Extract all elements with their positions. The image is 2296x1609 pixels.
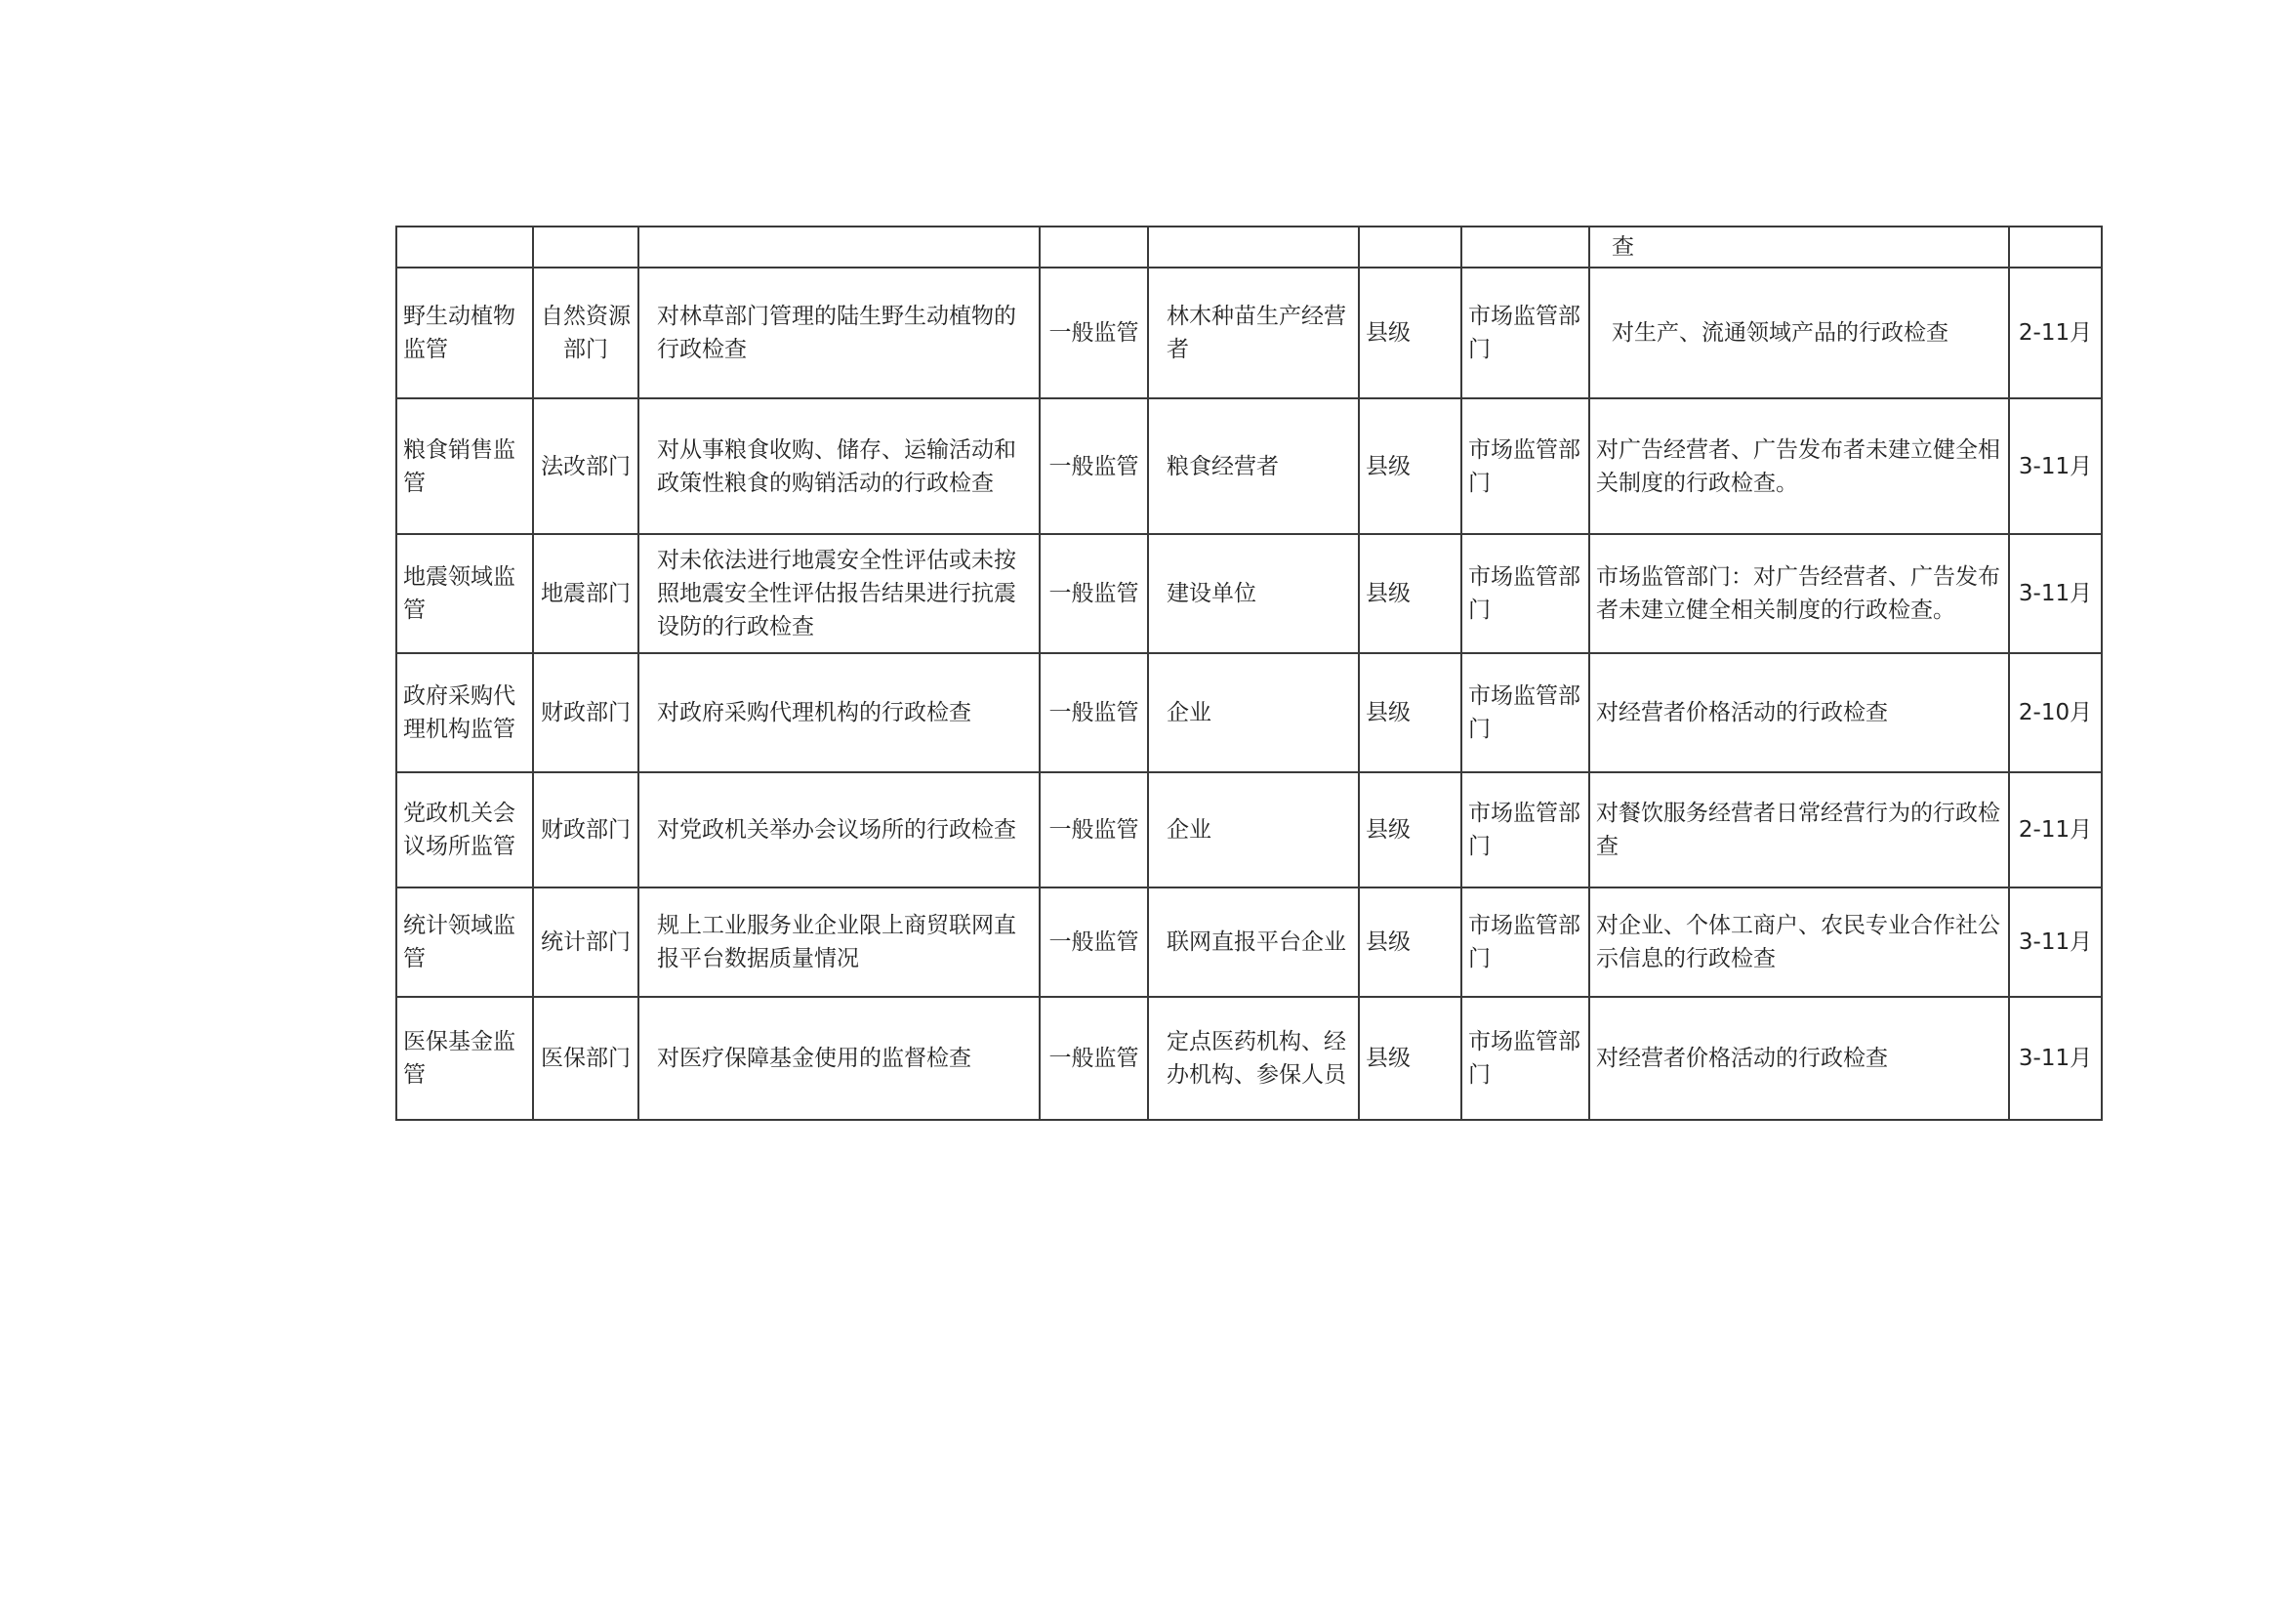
table-row (396, 653, 2102, 772)
joint-dept-cell: 市场监管部门 (1461, 653, 1589, 772)
area-cell: 地震领域监管 (396, 534, 533, 653)
joint-dept-cell: 市场监管部门 (1461, 997, 1589, 1120)
joint-item-cell: 对经营者价格活动的行政检查 (1589, 997, 2009, 1120)
time-cell: 3-11月 (2009, 997, 2102, 1120)
area-cell: 统计领域监管 (396, 887, 533, 997)
joint-dept-cell: 市场监管部门 (1461, 268, 1589, 398)
joint-item-cell: 对生产、流通领域产品的行政检查 (1589, 268, 2009, 398)
dept-cell: 医保部门 (533, 997, 638, 1120)
joint-dept-cell: 市场监管部门 (1461, 772, 1589, 887)
table-row (396, 268, 2102, 398)
area-cell: 政府采购代理机构监管 (396, 653, 533, 772)
joint-item-cell: 对广告经营者、广告发布者未建立健全相关制度的行政检查。 (1589, 398, 2009, 534)
joint-item-cell: 对餐饮服务经营者日常经营行为的行政检查 (1589, 772, 2009, 887)
type-cell: 一般监管 (1040, 398, 1148, 534)
joint-dept-cell: 市场监管部门 (1461, 887, 1589, 997)
object-cell: 企业 (1148, 772, 1359, 887)
dept-cell: 法改部门 (533, 398, 638, 534)
table-row-continuation (396, 227, 2102, 268)
table-row (396, 534, 2102, 653)
table-row (396, 772, 2102, 887)
type-cell: 一般监管 (1040, 887, 1148, 997)
area-cell: 粮食销售监管 (396, 398, 533, 534)
item-cell: 对从事粮食收购、储存、运输活动和政策性粮食的购销活动的行政检查 (638, 398, 1040, 534)
type-cell: 一般监管 (1040, 997, 1148, 1120)
item-cell: 规上工业服务业企业限上商贸联网直报平台数据质量情况 (638, 887, 1040, 997)
dept-cell: 地震部门 (533, 534, 638, 653)
object-cell: 建设单位 (1148, 534, 1359, 653)
level-cell: 县级 (1359, 534, 1461, 653)
type-cell: 一般监管 (1040, 772, 1148, 887)
item-cell: 对政府采购代理机构的行政检查 (638, 653, 1040, 772)
table-row (396, 398, 2102, 534)
area-cell: 野生动植物监管 (396, 268, 533, 398)
level-cell: 县级 (1359, 887, 1461, 997)
area-cell: 医保基金监管 (396, 997, 533, 1120)
dept-cell: 自然资源部门 (533, 268, 638, 398)
dept-cell: 统计部门 (533, 887, 638, 997)
joint-dept-cell: 市场监管部门 (1461, 398, 1589, 534)
area-cell: 党政机关会议场所监管 (396, 772, 533, 887)
type-cell: 一般监管 (1040, 653, 1148, 772)
item-cell: 对林草部门管理的陆生野生动植物的行政检查 (638, 268, 1040, 398)
object-cell: 林木种苗生产经营者 (1148, 268, 1359, 398)
level-cell: 县级 (1359, 398, 1461, 534)
joint-item-cell: 对经营者价格活动的行政检查 (1589, 653, 2009, 772)
level-cell: 县级 (1359, 772, 1461, 887)
item-cell: 对未依法进行地震安全性评估或未按照地震安全性评估报告结果进行抗震设防的行政检查 (638, 534, 1040, 653)
level-cell: 县级 (1359, 653, 1461, 772)
type-cell: 一般监管 (1040, 534, 1148, 653)
table-row (396, 997, 2102, 1120)
time-cell: 2-11月 (2009, 772, 2102, 887)
joint-dept-cell: 市场监管部门 (1461, 534, 1589, 653)
type-cell: 一般监管 (1040, 268, 1148, 398)
object-cell: 定点医药机构、经办机构、参保人员 (1148, 997, 1359, 1120)
level-cell: 县级 (1359, 268, 1461, 398)
object-cell: 联网直报平台企业 (1148, 887, 1359, 997)
joint-item-cell: 对企业、个体工商户、农民专业合作社公示信息的行政检查 (1589, 887, 2009, 997)
time-cell: 2-11月 (2009, 268, 2102, 398)
item-cell: 对党政机关举办会议场所的行政检查 (638, 772, 1040, 887)
dept-cell: 财政部门 (533, 772, 638, 887)
item-cell: 对医疗保障基金使用的监督检查 (638, 997, 1040, 1120)
joint-item-cell: 查 (1589, 227, 2009, 268)
time-cell: 3-11月 (2009, 887, 2102, 997)
level-cell: 县级 (1359, 997, 1461, 1120)
object-cell: 粮食经营者 (1148, 398, 1359, 534)
time-cell: 3-11月 (2009, 534, 2102, 653)
joint-item-cell: 市场监管部门：对广告经营者、广告发布者未建立健全相关制度的行政检查。 (1589, 534, 2009, 653)
supervision-table (395, 226, 2103, 1121)
time-cell: 3-11月 (2009, 398, 2102, 534)
table-row (396, 887, 2102, 997)
dept-cell: 财政部门 (533, 653, 638, 772)
object-cell: 企业 (1148, 653, 1359, 772)
time-cell: 2-10月 (2009, 653, 2102, 772)
